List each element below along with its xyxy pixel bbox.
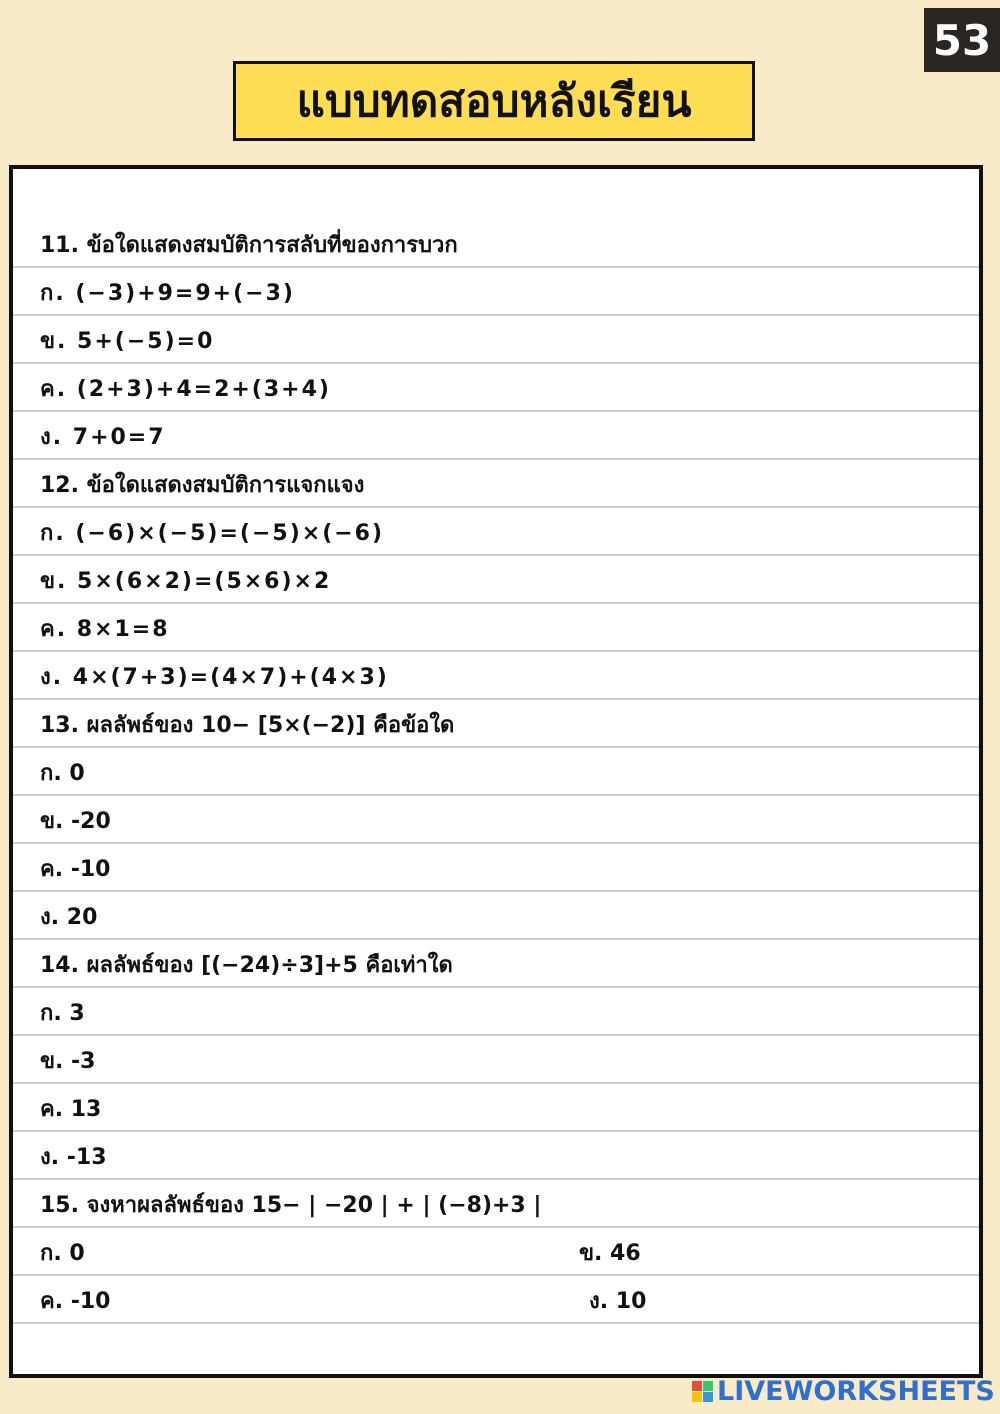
answer-choice-row [13,652,979,700]
row-text: ก. 3 [40,1001,85,1026]
row-text: 15. จงหาผลลัพธ์ของ 15− | −20 | + | (−8)+3 | [40,1193,542,1218]
answer-choice-row [13,556,979,604]
row-text: ก. 0 [40,761,85,786]
row-text: ง. 4×(7+3)=(4×7)+(4×3) [40,665,389,690]
answer-choice-row [13,844,979,892]
choice-right: ข. 46 [579,1241,641,1266]
choice-left: ก. 0 [40,1241,85,1266]
question-row [13,460,979,508]
answer-choice-row [13,316,979,364]
answer-choice-row [13,796,979,844]
row-text: ค. (2+3)+4=2+(3+4) [40,377,331,402]
row-text: ค. 13 [40,1097,102,1122]
row-text: ข. 5+(−5)=0 [40,329,215,354]
answer-choice-row [13,268,979,316]
answer-choice-row [13,1132,979,1180]
answer-choice-row [13,1036,979,1084]
worksheet-sheet [9,165,983,1378]
row-text: ก. (−6)×(−5)=(−5)×(−6) [40,521,385,546]
answer-choice-row [13,508,979,556]
liveworksheets-brand-text: LIVEWORKSHEETS [717,1375,995,1407]
answer-choice-row [13,748,979,796]
question-list [13,169,979,1374]
row-text: ง. 20 [40,905,98,930]
answer-choice-row [13,364,979,412]
row-text: ง. 7+0=7 [40,425,166,450]
page-number: 53 [924,8,1000,72]
row-text: 12. ข้อใดแสดงสมบัติการแจกแจง [40,473,365,498]
answer-choice-row [13,604,979,652]
answer-choice-row [13,1084,979,1132]
row-text: ก. (−3)+9=9+(−3) [40,281,295,306]
row-text: ข. 5×(6×2)=(5×6)×2 [40,569,332,594]
page-title: แบบทดสอบหลังเรียน [233,61,755,141]
row-text: 11. ข้อใดแสดงสมบัติการสลับที่ของการบวก [40,233,458,258]
question-row [13,220,979,268]
row-text: ข. -3 [40,1049,96,1074]
choice-right: ง. 10 [589,1289,647,1314]
liveworksheets-logo [692,1375,995,1407]
question-row [13,700,979,748]
row-text: ค. -10 [40,857,111,882]
row-text: ค. 8×1=8 [40,617,170,642]
answer-choice-row [13,412,979,460]
question-row [13,940,979,988]
row-text: 13. ผลลัพธ์ของ 10− [5×(−2)] คือข้อใด [40,713,455,738]
liveworksheets-logo-icon [692,1381,713,1402]
row-text: 14. ผลลัพธ์ของ [(−24)÷3]+5 คือเท่าใด [40,953,453,978]
choice-left: ค. -10 [40,1289,111,1314]
answer-choice-row [13,988,979,1036]
question-row [13,1180,979,1228]
answer-choice-row [13,892,979,940]
answer-choice-pair-row [13,1276,979,1324]
row-text: ง. -13 [40,1145,107,1170]
row-text: ข. -20 [40,809,111,834]
answer-choice-pair-row [13,1228,979,1276]
